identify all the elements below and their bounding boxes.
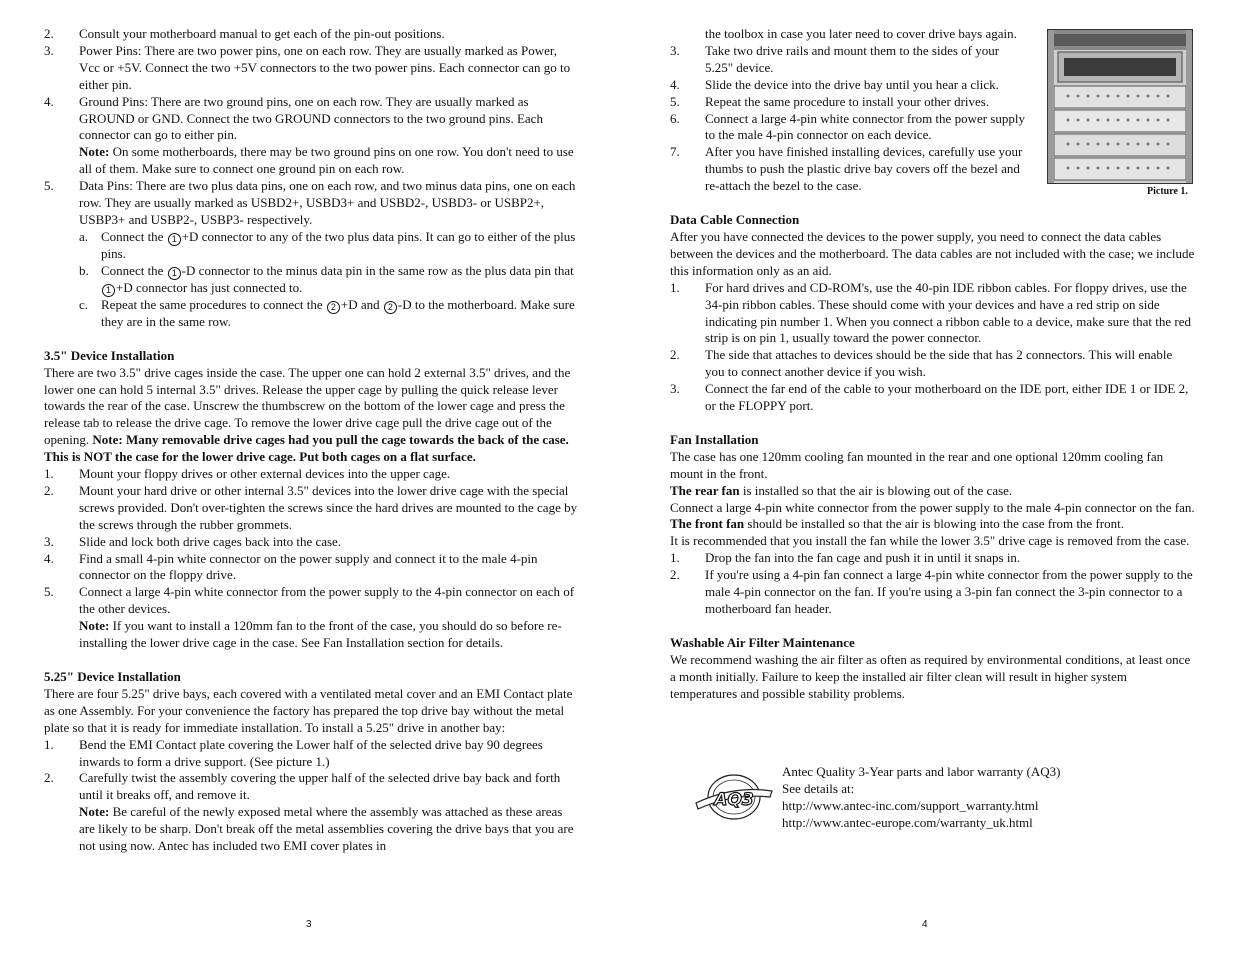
filter-text: We recommend washing the air filter as often as required by environmental conditions, at least once a month initially. Failure to keep the installed air filter clean will result in higher system temperatures and possible stability problems. bbox=[670, 651, 1191, 701]
section-heading: 3.5" Device Installation bbox=[44, 347, 175, 363]
circled-number: 1 bbox=[102, 284, 115, 297]
list-item: 1. Mount your floppy drives or other external devices into the upper cage. bbox=[44, 466, 451, 482]
emi-note: Note: Be careful of the newly exposed metal where the assembly was attached as these areas are likely to be sharp. Don't break off the metal assemblies covering the drive bays that you are not using now. Antec has included two EMI cover plates in bbox=[79, 804, 574, 854]
sub-item-c: c. Repeat the same procedures to connect the 2 +D and 2 -D to the motherboard. Make sure they are in the same row. bbox=[79, 296, 575, 329]
list-item: 3. Connect the far end of the cable to your motherboard on the IDE port, either IDE 1 or IDE 2, or the FLOPPY port. bbox=[670, 381, 1189, 414]
page-number: 4 bbox=[922, 919, 928, 930]
circled-number: 2 bbox=[327, 301, 340, 314]
list-item: 5. Connect a large 4-pin white connector from the power supply to the 4-pin connector on each of the other devices. bbox=[44, 584, 575, 617]
list-item: 4. Find a small 4-pin white connector on the power supply and connect it to the male 4-pin connector on the floppy drive. bbox=[44, 550, 538, 583]
drive-bay-photo bbox=[1047, 29, 1193, 184]
list-item: 3. Power Pins: There are two power pins, one on each row. They are usually marked as Power, Vcc or +5V. Connect the two +5V connectors to the two power pins. Each connector can go to either pin. bbox=[44, 42, 571, 92]
warranty-line: Antec Quality 3-Year parts and labor warranty (AQ3) bbox=[782, 764, 1061, 779]
list-item: 2. Consult your motherboard manual to get each of the pin-out positions. bbox=[44, 26, 445, 41]
list-item: 2. Mount your hard drive or other internal 3.5" devices into the lower drive cage with the special screws provided. Don't over-tighten the screws since the hard drives are mounted to the cage by the screws through the rubber grommets. bbox=[44, 482, 578, 532]
section-heading: Data Cable Connection bbox=[670, 212, 800, 228]
section-heading: Fan Installation bbox=[670, 431, 759, 447]
page-number: 3 bbox=[306, 919, 312, 930]
list-item: 2. Carefully twist the assembly covering the upper half of the selected drive bay back and forth until it breaks off, and remove it. bbox=[44, 770, 561, 803]
section-heading: 5.25" Device Installation bbox=[44, 669, 181, 684]
warranty-line: See details at: bbox=[782, 780, 855, 796]
fan-recommend: It is recommended that you install the fan while the lower 3.5" drive cage is removed from the case. bbox=[670, 533, 1190, 549]
list-item: 5. Data Pins: There are two plus data pins, one on each row, and two minus data pins, one on each row. They are usually marked as USBD2+, USBD3+ and USBD2-, USBD3- or USBP2+, USBP3+ and USBP2-, USBP3- respectively. bbox=[44, 178, 576, 227]
warranty-link[interactable]: http://www.antec-europe.com/warranty_uk.html bbox=[782, 814, 1033, 830]
section-heading: Washable Air Filter Maintenance bbox=[670, 634, 855, 650]
left-page-column bbox=[44, 26, 578, 855]
ground-note: Note: On some motherboards, there may be two ground pins on one row. You don't need to use all of them. Make sure to connect one ground pin on each row. bbox=[79, 144, 574, 177]
list-item: 2. If you're using a 4-pin fan connect a large 4-pin white connector from the power supply to the male 4-pin connector on the fan. If you're using a 3-pin fan connect the 3-pin connector to a motherboard fan header. bbox=[670, 567, 1193, 616]
list-item: 4. Slide the device into the drive bay until you hear a click. bbox=[670, 76, 999, 92]
list-item: 1. For hard drives and CD-ROM's, use the 40-pin IDE ribbon cables. For floppy drives, use the 34-pin ribbon cables. These should come with your devices and have a red strip on side indicating pin number 1. When you connect a ribbon cable to a device, make sure that the red strip is on pin 1, usually toward the power connector. bbox=[670, 279, 1192, 346]
aq3-logo-text: AQ3 bbox=[714, 790, 754, 810]
sub-item-b: b. Connect the 1 -D connector to the minus data pin in the same row as the plus data pin that 1 +D connector has just connected to. bbox=[79, 262, 574, 295]
warranty-info bbox=[782, 764, 1182, 832]
warranty-link[interactable]: http://www.antec-inc.com/support_warranty.html bbox=[782, 797, 1039, 813]
continued-text: the toolbox in case you later need to cover drive bays again. bbox=[705, 26, 1017, 41]
circled-number: 1 bbox=[168, 233, 181, 246]
fan-note: Note: If you want to install a 120mm fan to the front of the case, you should do so before re-installing the lower drive cage in the case. See Fan Installation section for details. bbox=[79, 618, 562, 651]
list-item: 4. Ground Pins: There are two ground pins, one on each row. They are usually marked as GROUND or GND. Connect the two GROUND connectors to the two ground pins. Each connector can go to either pin. bbox=[44, 93, 543, 143]
list-item: 7. After you have finished installing devices, carefully use your thumbs to push the plastic drive bay covers off the bezel and re-attach the bezel to the case. bbox=[670, 144, 1023, 194]
list-item: 1. Drop the fan into the fan cage and push it in until it snaps in. bbox=[670, 550, 1021, 566]
circled-number: 1 bbox=[168, 267, 181, 280]
circled-number: 2 bbox=[384, 301, 397, 314]
section-intro: There are four 5.25" drive bays, each covered with a ventilated metal cover and an EMI Contact plate as one Assembly. For your convenience the factory has prepared the top drive bay without the metal plate so that it is ready for immediate installation. To install a 5.25" drive in another bay: bbox=[44, 685, 573, 735]
fan-intro: The case has one 120mm cooling fan mounted in the rear and one optional 120mm cooling fan mount in the front. bbox=[670, 448, 1164, 481]
list-item: 3. Take two drive rails and mount them to the sides of your 5.25" device. bbox=[670, 42, 1000, 75]
picture-caption: Picture 1. bbox=[1147, 186, 1188, 197]
drive-bay-illustration bbox=[1048, 30, 1192, 183]
list-item: 5. Repeat the same procedure to install your other drives. bbox=[670, 93, 990, 109]
aq3-seal-icon bbox=[692, 773, 776, 821]
section-intro: After you have connected the devices to the power supply, you need to connect the data cables between the devices and the motherboard. The data cables are not included with the case; we include this information only as an aid. bbox=[670, 228, 1195, 278]
sub-item-a: a. Connect the 1 +D connector to any of the two plus data pins. It can go to either of the plus pins. bbox=[79, 228, 576, 261]
list-item: 1. Bend the EMI Contact plate covering the Lower half of the selected drive bay 90 degrees inwards to form a drive support. (See picture 1.) bbox=[44, 736, 543, 769]
list-item: 6. Connect a large 4-pin white connector from the power supply to the male 4-pin connector on each device. bbox=[670, 110, 1025, 143]
aq3-logo bbox=[692, 773, 776, 821]
front-fan-text: The front fan should be installed so that the air is blowing into the case from the front. bbox=[670, 516, 1124, 532]
rear-fan-connect: Connect a large 4-pin white connector from the power supply to the male 4-pin connector on the fan. bbox=[670, 499, 1195, 515]
list-item: 2. The side that attaches to devices should be the side that has 2 connectors. This will enable you to connect another device if you wish. bbox=[670, 347, 1173, 380]
section-intro: There are two 3.5" drive cages inside the case. The upper one can hold 2 external 3.5" drives, and the lower one can hold 5 internal 3.5" drives. Release the upper cage by pulling the quick release lever towards the rear of the case. Unscrew the thumbscrew on the bottom of the lower cage and press the release tab to release the drive cage. To remove the lower drive cage pull the drive cage out of the opening. Note: Many removable drive cages had you pull the cage towards the back of the case. This is NOT the case for the lower drive cage. Put both cages on a flat surface. bbox=[44, 364, 571, 465]
list-item: 3. Slide and lock both drive cages back into the case. bbox=[44, 533, 342, 549]
rear-fan-text: The rear fan is installed so that the air is blowing out of the case. bbox=[670, 482, 1013, 498]
drive-steps bbox=[670, 43, 1025, 195]
